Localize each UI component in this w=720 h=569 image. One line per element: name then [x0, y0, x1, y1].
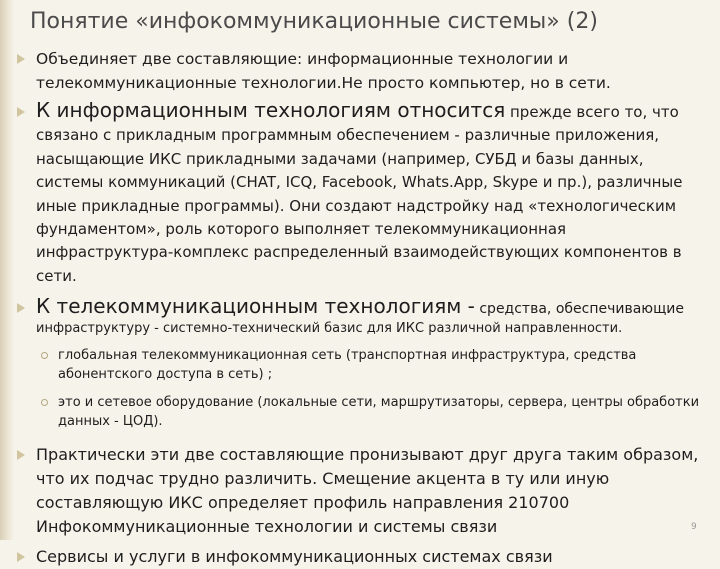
bullet-marker-icon	[17, 450, 25, 460]
ring-bullet-icon	[41, 399, 48, 406]
bullet-item-3	[14, 294, 704, 340]
sub-bullet-2	[14, 393, 704, 431]
bullet-3-line2: инфраструктуру - системно-технический базис для ИКС различной направленности.	[36, 321, 623, 337]
bullet-item-1	[14, 47, 704, 95]
bullet-item-2	[14, 99, 704, 288]
slide-left-edge	[0, 0, 14, 540]
page-number: 9	[691, 522, 697, 532]
sub-bullet-1	[14, 346, 704, 384]
bullet-item-5	[14, 545, 704, 569]
bullet-marker-icon	[17, 54, 25, 64]
bullet-marker-icon	[17, 107, 25, 117]
bullet-2-lead: К информационным технологиям относится	[36, 98, 506, 122]
bullet-1-text: Объединяет две составляющие: информационные технологии и телекоммуникационные технологии.Не просто компьютер, но в сети.	[36, 50, 611, 92]
bullet-marker-icon	[17, 303, 25, 313]
sub-bullet-2-text: это и сетевое оборудование (локальные сети, маршрутизаторы, сервера, центры обработки данных - ЦОД).	[58, 395, 700, 430]
bullet-marker-icon	[17, 552, 25, 562]
slide-content	[14, 47, 704, 569]
ring-bullet-icon	[41, 352, 48, 359]
bullet-4-text: Практически эти две составляющие пронизывают друг друга таким образом, что их подчас трудно различить. Смещение акцента в ту или иную составляющую ИКС определяет профиль направления 210700 Инфокоммуникационные технологии и системы связи	[36, 445, 699, 537]
bullet-3-lead-rest: средства, обеспечивающие	[474, 301, 684, 318]
bullet-2-lead-rest: прежде всего то, что	[505, 103, 679, 121]
sub-bullet-1-text: глобальная телекоммуникационная сеть (транспортная инфраструктура, средства абонентского доступа в сеть) ;	[58, 348, 637, 383]
bullet-3-lead: К телекоммуникационным технологиям -	[36, 294, 475, 319]
bullet-item-4	[14, 443, 704, 539]
bullet-5-text: Сервисы и услуги в инфокоммуникационных системах связи	[36, 547, 553, 567]
bullet-2-body: связано с прикладным программным обеспечением - различные приложения, насыщающие ИКС прикладными задачами (например, СУБД и базы данных, системы коммуникаций (CHAT, ICQ, Facebook, Whats.App, Skype и пр.), различные иные прикладные программы). Они создают надстройку над «технологическим фундаментом», роль которого выполняет телекоммуникационная инфраструктура-комплекс распределенный взаимодействующих компонентов в сети.	[36, 126, 683, 285]
slide-title: Понятие «инфокоммуникационные системы» (2)	[30, 9, 598, 34]
